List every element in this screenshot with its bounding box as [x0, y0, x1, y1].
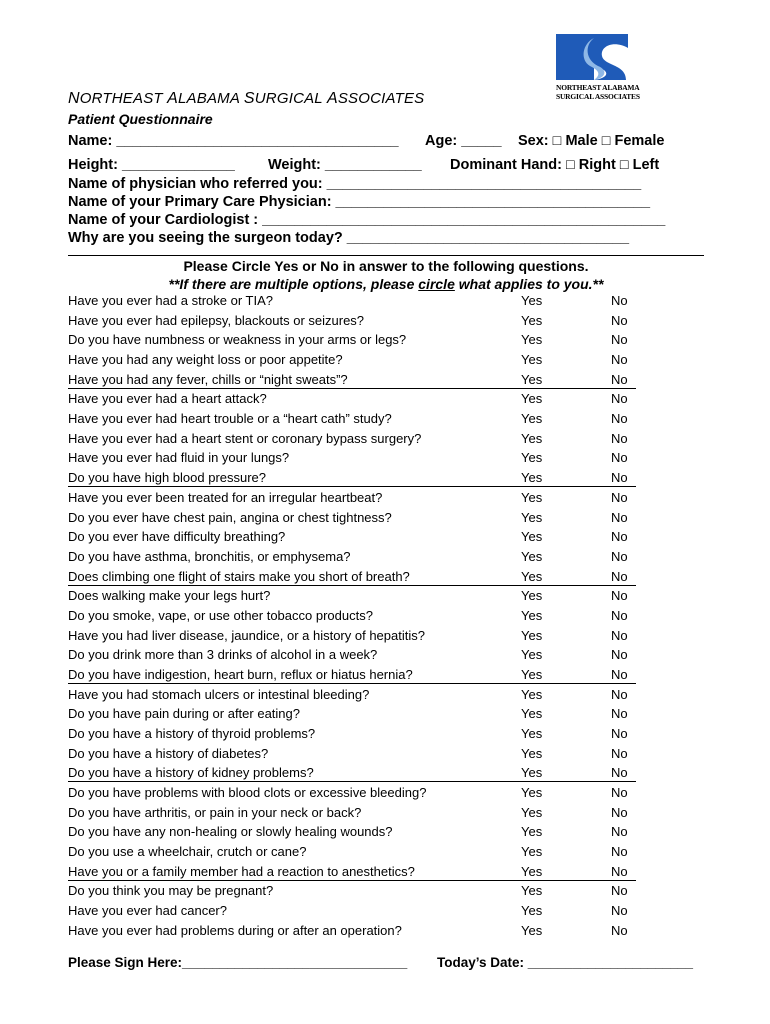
question-text: Do you have a history of kidney problems? — [68, 765, 314, 781]
answer-yes[interactable]: Yes — [521, 588, 543, 604]
question-text: Have you had liver disease, jaundice, or a history of hepatitis? — [68, 627, 425, 643]
answer-no[interactable]: No — [611, 489, 628, 505]
question-row — [68, 371, 636, 389]
question-text: Do you use a wheelchair, crutch or cane? — [68, 844, 307, 859]
answer-yes[interactable]: Yes — [521, 450, 543, 466]
answer-no[interactable]: No — [611, 883, 628, 899]
answer-no[interactable]: No — [611, 903, 628, 919]
question-text: Do you have a history of thyroid problems? — [68, 726, 316, 741]
weight-field[interactable]: Weight: ____________ — [268, 157, 422, 173]
question-row — [68, 548, 636, 565]
answer-no[interactable]: No — [611, 391, 628, 407]
answer-yes[interactable]: Yes — [521, 371, 543, 387]
answer-no[interactable]: No — [611, 607, 628, 623]
question-text: Have you had stomach ulcers or intestinal bleeding? — [68, 686, 370, 702]
answer-yes[interactable]: Yes — [521, 844, 543, 859]
question-row — [68, 469, 636, 487]
answer-no[interactable]: No — [611, 568, 628, 584]
practice-name — [68, 90, 424, 108]
question-text: Have you ever had heart trouble or a “heart cath” study? — [68, 411, 392, 427]
answer-no[interactable]: No — [611, 863, 628, 879]
question-row — [68, 607, 636, 624]
question-text: Do you ever have chest pain, angina or chest tightness? — [68, 509, 392, 525]
answer-no[interactable]: No — [611, 470, 628, 486]
answer-no[interactable]: No — [611, 509, 628, 525]
logo-text-line2: SURGICAL ASSOCIATES — [556, 92, 640, 101]
answer-no[interactable]: No — [611, 312, 628, 328]
answer-yes[interactable]: Yes — [521, 903, 543, 919]
instruction-line2-circle: circle — [418, 276, 455, 292]
question-row — [68, 745, 636, 762]
question-text: Does climbing one flight of stairs make you short of breath? — [68, 568, 410, 584]
question-text: Do you ever have difficulty breathing? — [68, 529, 286, 545]
question-text: Have you ever had problems during or after an operation? — [68, 922, 402, 938]
question-row — [68, 489, 636, 506]
answer-yes[interactable]: Yes — [521, 529, 543, 545]
answer-no[interactable]: No — [611, 332, 628, 348]
page-subtitle: Patient Questionnaire — [68, 111, 213, 127]
answer-yes[interactable]: Yes — [521, 391, 543, 407]
question-text: Do you have any non-healing or slowly healing wounds? — [68, 824, 393, 840]
answer-yes[interactable]: Yes — [521, 804, 543, 820]
question-row — [68, 784, 636, 801]
question-row — [68, 292, 636, 309]
answer-yes[interactable]: Yes — [521, 568, 543, 584]
answer-yes[interactable]: Yes — [521, 922, 543, 938]
question-row — [68, 705, 636, 722]
question-text: Have you ever had cancer? — [68, 903, 227, 919]
answer-yes[interactable]: Yes — [521, 706, 543, 722]
answer-yes[interactable]: Yes — [521, 647, 543, 663]
answer-yes[interactable]: Yes — [521, 411, 543, 427]
question-text: Have you had any weight loss or poor appetite? — [68, 352, 343, 367]
question-text: Do you smoke, vape, or use other tobacco products? — [68, 607, 373, 623]
section-divider — [68, 255, 704, 256]
question-row — [68, 410, 636, 427]
name-field[interactable]: Name: ___________________________________ — [68, 133, 399, 149]
answer-no[interactable]: No — [611, 785, 628, 800]
question-row — [68, 823, 636, 840]
answer-no[interactable]: No — [611, 352, 628, 367]
referring-physician-field[interactable]: Name of physician who referred you: _______________________________________ — [68, 176, 642, 192]
answer-yes[interactable]: Yes — [521, 430, 543, 446]
answer-no[interactable]: No — [611, 844, 628, 859]
cardiologist-field[interactable]: Name of your Cardiologist : __________________________________________________ — [68, 212, 666, 228]
date-field[interactable]: Today’s Date: ______________________ — [437, 955, 693, 970]
question-text: Do you have asthma, bronchitis, or emphysema? — [68, 548, 351, 564]
answer-yes[interactable]: Yes — [521, 352, 543, 367]
question-row — [68, 568, 636, 586]
answer-yes[interactable]: Yes — [521, 785, 543, 800]
answer-yes[interactable]: Yes — [521, 666, 543, 682]
answer-yes[interactable]: Yes — [521, 548, 543, 564]
answer-yes[interactable]: Yes — [521, 332, 543, 348]
answer-no[interactable]: No — [611, 411, 628, 427]
answer-yes[interactable]: Yes — [521, 824, 543, 840]
question-text: Have you ever had epilepsy, blackouts or seizures? — [68, 312, 365, 328]
sex-field[interactable]: Sex: □ Male □ Female — [518, 133, 665, 149]
question-text: Do you have problems with blood clots or excessive bleeding? — [68, 785, 427, 800]
answer-yes[interactable]: Yes — [521, 765, 543, 781]
signature-field[interactable]: Please Sign Here:______________________________ — [68, 955, 408, 970]
answer-no[interactable]: No — [611, 706, 628, 722]
practice-name-orth: ORTHEAST — [79, 90, 168, 107]
instruction-line2 — [68, 276, 704, 292]
answer-yes[interactable]: Yes — [521, 745, 543, 761]
question-row — [68, 863, 636, 881]
question-text: Do you have arthritis, or pain in your neck or back? — [68, 804, 362, 820]
question-text: Do you drink more than 3 drinks of alcohol in a week? — [68, 647, 378, 663]
answer-yes[interactable]: Yes — [521, 509, 543, 525]
practice-name-a2: A — [326, 90, 338, 107]
question-row — [68, 804, 636, 821]
answer-no[interactable]: No — [611, 726, 628, 741]
answer-no[interactable]: No — [611, 529, 628, 545]
question-text: Do you have high blood pressure? — [68, 470, 267, 486]
answer-no[interactable]: No — [611, 666, 628, 682]
answer-no[interactable]: No — [611, 430, 628, 446]
question-row — [68, 902, 636, 919]
dominant-hand-field[interactable]: Dominant Hand: □ Right □ Left — [450, 157, 660, 173]
answer-yes[interactable]: Yes — [521, 489, 543, 505]
instruction-line1: Please Circle Yes or No in answer to the following questions. — [183, 258, 589, 274]
question-text: Have you ever been treated for an irregular heartbeat? — [68, 489, 383, 505]
question-row — [68, 764, 636, 782]
answer-no[interactable]: No — [611, 450, 628, 466]
question-row — [68, 627, 636, 644]
question-row — [68, 922, 636, 939]
height-field[interactable]: Height: ______________ — [68, 157, 235, 173]
question-row — [68, 843, 636, 860]
answer-no[interactable]: No — [611, 824, 628, 840]
practice-name-ssociates: SSOCIATES — [337, 90, 425, 107]
answer-no[interactable]: No — [611, 371, 628, 387]
answer-no[interactable]: No — [611, 647, 628, 663]
answer-yes[interactable]: Yes — [521, 312, 543, 328]
question-row — [68, 312, 636, 329]
question-row — [68, 686, 636, 703]
answer-no[interactable]: No — [611, 627, 628, 643]
answer-yes[interactable]: Yes — [521, 627, 543, 643]
question-row — [68, 666, 636, 684]
question-text: Do you have a history of diabetes? — [68, 745, 269, 761]
practice-name-labama: LABAMA — [178, 90, 244, 107]
question-row — [68, 509, 636, 526]
answer-yes[interactable]: Yes — [521, 883, 543, 899]
question-row — [68, 390, 636, 407]
reason-field[interactable]: Why are you seeing the surgeon today? ___________________________________ — [68, 230, 630, 246]
question-text: Do you have numbness or weakness in your arms or legs? — [68, 332, 407, 348]
question-text: Do you have indigestion, heart burn, reflux or hiatus hernia? — [68, 666, 413, 682]
question-row — [68, 725, 636, 742]
question-row — [68, 528, 636, 545]
answer-yes[interactable]: Yes — [521, 686, 543, 702]
logo-text-line1: NORTHEAST ALABAMA — [556, 83, 640, 92]
question-text: Have you ever had a heart stent or coronary bypass surgery? — [68, 430, 422, 446]
answer-no[interactable]: No — [611, 765, 628, 781]
instruction-line2-pre: **If there are multiple options, please — [168, 276, 419, 292]
question-row — [68, 449, 636, 466]
question-row — [68, 430, 636, 447]
primary-care-field[interactable]: Name of your Primary Care Physician: _______________________________________ — [68, 194, 651, 210]
question-row — [68, 646, 636, 663]
question-text: Does walking make your legs hurt? — [68, 588, 271, 604]
answer-no[interactable]: No — [611, 922, 628, 938]
answer-yes[interactable]: Yes — [521, 293, 543, 308]
answer-yes[interactable]: Yes — [521, 726, 543, 741]
practice-name-n: N — [68, 90, 80, 107]
answer-yes[interactable]: Yes — [521, 863, 543, 879]
question-text: Have you or a family member had a reaction to anesthetics? — [68, 863, 415, 879]
answer-yes[interactable]: Yes — [521, 470, 543, 486]
logo-s-shape — [589, 34, 628, 80]
question-row — [68, 331, 636, 348]
question-row — [68, 587, 636, 604]
answer-no[interactable]: No — [611, 548, 628, 564]
answer-no[interactable]: No — [611, 745, 628, 761]
answer-yes[interactable]: Yes — [521, 607, 543, 623]
answer-no[interactable]: No — [611, 804, 628, 820]
age-field[interactable]: Age: _____ — [425, 133, 502, 149]
question-text: Have you ever had a heart attack? — [68, 391, 267, 407]
instruction-line2-post: what applies to you.** — [454, 276, 604, 292]
practice-name-urgical: URGICAL — [254, 90, 327, 107]
question-text: Have you ever had a stroke or TIA? — [68, 293, 273, 308]
question-row — [68, 882, 636, 899]
question-text: Do you think you may be pregnant? — [68, 883, 274, 899]
practice-name-s: S — [243, 90, 255, 107]
answer-no[interactable]: No — [611, 686, 628, 702]
question-text: Have you had any fever, chills or “night sweats”? — [68, 371, 348, 387]
question-row — [68, 351, 636, 368]
practice-name-a1: A — [167, 90, 179, 107]
answer-no[interactable]: No — [611, 588, 628, 604]
question-text: Have you ever had fluid in your lungs? — [68, 450, 290, 466]
question-text: Do you have pain during or after eating? — [68, 706, 300, 722]
answer-no[interactable]: No — [611, 293, 628, 308]
